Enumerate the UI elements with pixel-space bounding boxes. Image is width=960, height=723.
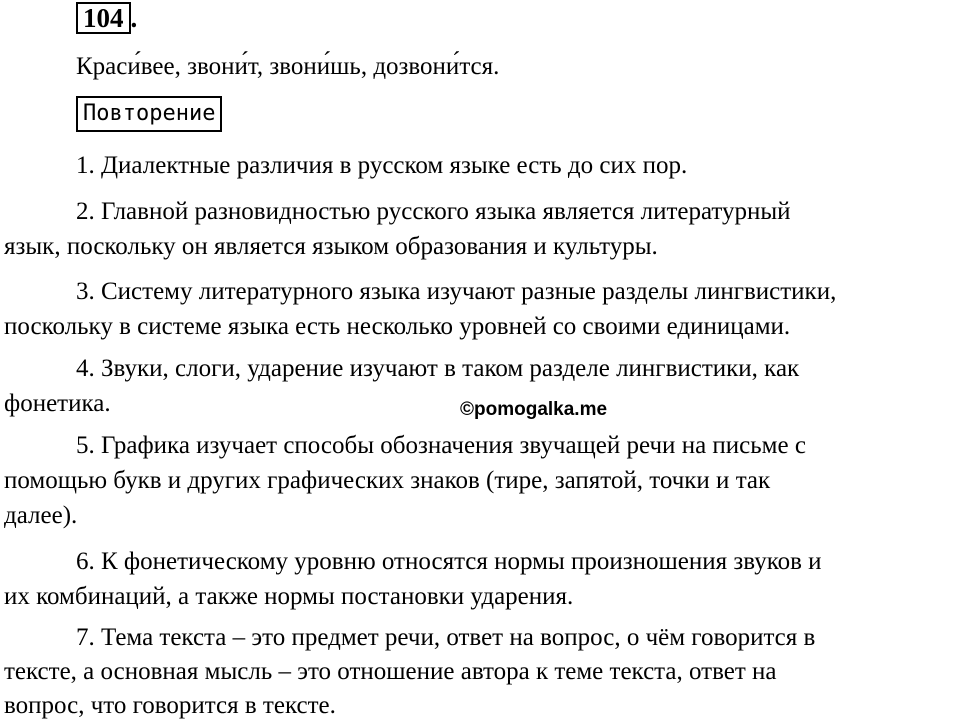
paragraph-line: их комбинаций, а также нормы постановки ударения. [4,583,574,610]
exercise-number-box [76,2,131,34]
paragraph-2 [4,194,954,264]
paragraph-line: помощью букв и других графических знаков (тире, запятой, точки и так [4,467,771,494]
paragraph-line: далее). [4,502,78,529]
paragraph-line: фонетика. [4,390,111,417]
exercise-number [76,2,137,34]
stress-answer-line: Краси́вее, звони́т, звони́шь, дозвони́тся. [76,53,500,80]
exercise-number-dot: . [130,3,138,33]
paragraph-line: 6. К фонетическому уровню относятся нормы произношения звуков и [76,548,822,575]
paragraph-5 [4,428,954,533]
paragraph-line: язык, поскольку он является языком образования и культуры. [4,233,658,260]
paragraph-3 [4,274,954,344]
paragraph-line: тексте, а основная мысль – это отношение автора к теме текста, ответ на [4,658,777,685]
paragraph-line: вопрос, что говорится в тексте. [4,692,336,719]
section-label-repetition: Повторение [76,96,222,132]
paragraph-1 [4,148,954,183]
paragraph-line: 4. Звуки, слоги, ударение изучают в таком разделе лингвистики, как [76,355,800,382]
paragraph-line: 5. Графика изучает способы обозначения звучащей речи на письме с [76,432,806,459]
paragraph-line: 1. Диалектные различия в русском языке есть до сих пор. [76,152,688,179]
paragraph-line: поскольку в системе языка есть несколько уровней со своими единицами. [4,313,791,340]
paragraph-line: 7. Тема текста – это предмет речи, ответ на вопрос, о чём говорится в [76,624,816,651]
paragraph-line: 3. Систему литературного языка изучают разные разделы лингвистики, [76,278,837,305]
paragraph-7 [4,621,954,723]
paragraph-line: 2. Главной разновидностью русского языка является литературный [76,198,791,225]
exercise-number-text: 104 [83,3,124,33]
watermark-text: ©pomogalka.me [460,399,608,420]
paragraph-6 [4,544,954,614]
